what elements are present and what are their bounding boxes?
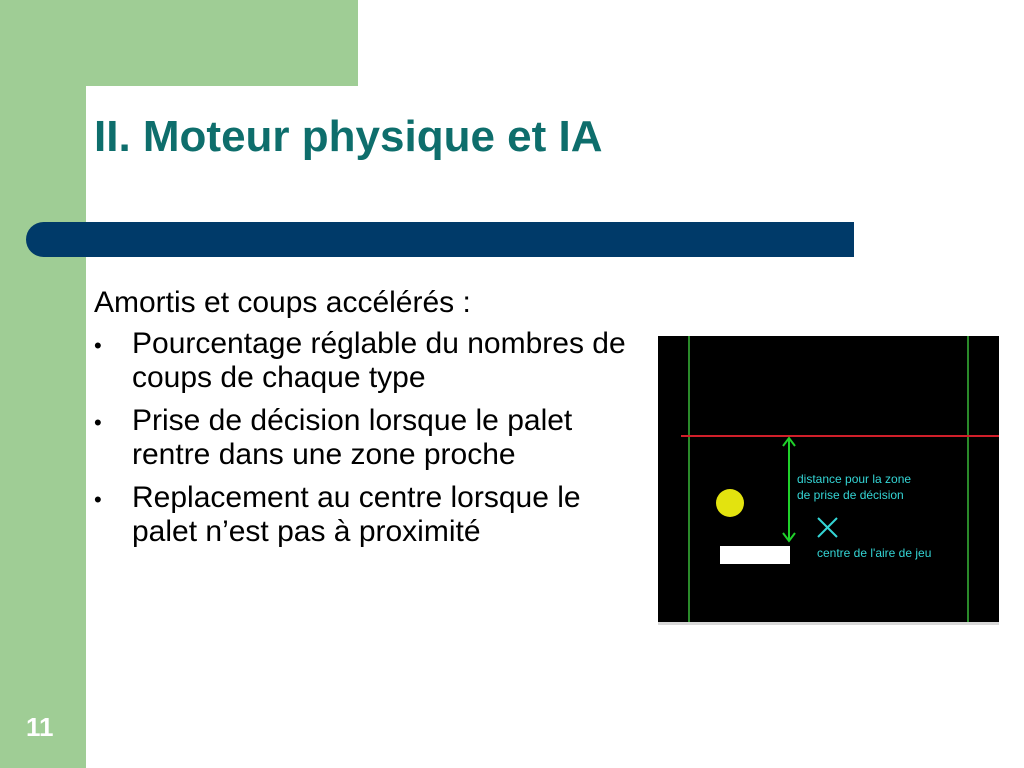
bullet-text: Prise de décision lorsque le palet rentre dans une zone proche: [132, 403, 573, 471]
bullet-item: [94, 327, 634, 396]
puck-icon: [716, 489, 744, 517]
bullet-dot-icon: •: [94, 409, 102, 435]
bullet-text: Pourcentage réglable du nombres de coups de chaque type: [132, 326, 626, 394]
intro-text: Amortis et coups accélérés :: [94, 286, 471, 319]
paddle: [720, 546, 790, 564]
bullet-item: [94, 481, 634, 550]
distance-label: [797, 472, 911, 503]
bullet-item: [94, 404, 634, 473]
bullet-text: Replacement au centre lorsque le palet n’est pas à proximité: [132, 480, 581, 548]
title-underline-bar: [26, 222, 854, 257]
bullet-dot-icon: •: [94, 332, 102, 358]
distance-label-line1: distance pour la zone: [797, 472, 912, 486]
slide-title: II. Moteur physique et IA: [94, 112, 603, 161]
bullet-list: [94, 327, 634, 550]
slide-number: 11: [26, 712, 54, 742]
center-label: centre de l'aire de jeu: [817, 546, 932, 560]
game-screenshot: [658, 336, 999, 625]
slide-body: [94, 286, 634, 558]
bullet-dot-icon: •: [94, 486, 102, 512]
distance-label-line2: de prise de décision: [797, 487, 904, 502]
sidebar-left-band: [0, 0, 86, 768]
